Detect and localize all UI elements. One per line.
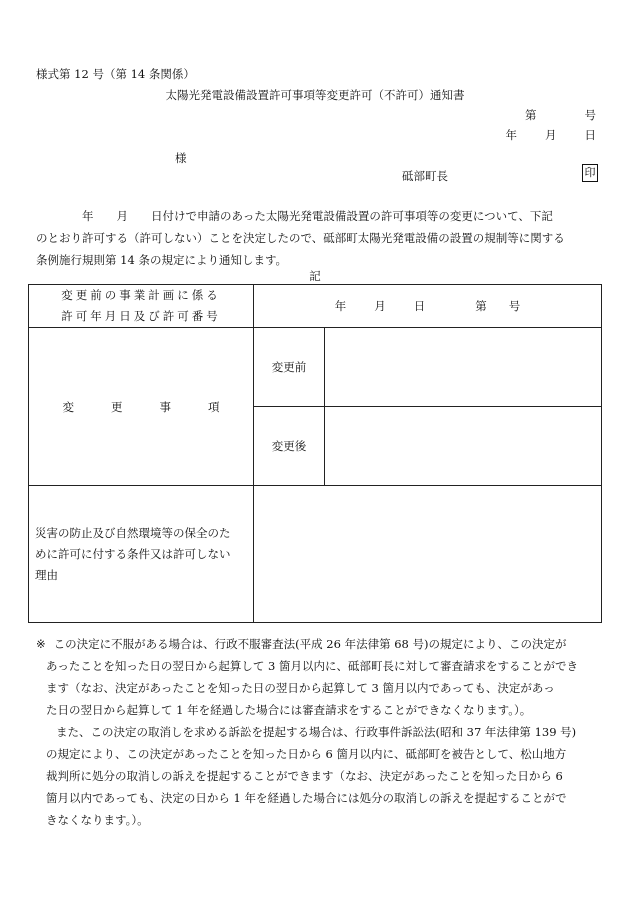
conditions-label-cell: [29, 486, 254, 623]
date-day: 日: [584, 128, 596, 142]
change-items-label-cell: [29, 328, 254, 486]
permit-no-prefix: 第: [475, 299, 487, 313]
note-line: た日の翌日から起算して 1 年を経過した場合には審査請求をすることができなくなります。）。: [46, 703, 532, 717]
seal-box: 印: [582, 164, 598, 182]
details-table: [28, 284, 602, 623]
conditions-label-line: めに許可に付する条件又は許可しない: [35, 546, 231, 561]
note-line: また、この決定の取消しを求める訴訟を提起する場合は、行政事件訴訟法(昭和 37 年法律第 139 号): [56, 725, 577, 739]
change-items-char: 事: [159, 399, 171, 414]
change-items-char: 変: [62, 399, 74, 414]
note-line: きなくなります。）。: [46, 813, 149, 827]
note-mark: ※: [36, 637, 54, 651]
permit-label-line: 変更前の事業計画に係る: [61, 288, 221, 302]
date-year: 年: [505, 128, 517, 142]
before-change-value[interactable]: [325, 328, 602, 407]
appeal-paragraph: [36, 633, 598, 655]
permit-date-number-cell: [254, 285, 602, 328]
before-change-label: 変更前: [254, 328, 325, 407]
document-title: 太陽光発電設備設置許可事項等変更許可（不許可）通知書: [165, 88, 465, 102]
change-items-char: 更: [111, 399, 123, 414]
conditions-value[interactable]: [254, 486, 602, 623]
notice-body: [36, 205, 598, 271]
conditions-label-line: 理由: [35, 567, 58, 582]
permit-year: 年: [334, 299, 347, 313]
note-line: この決定に不服がある場合は、行政不服審査法(平成 26 年法律第 68 号)の規定により、この決定が: [53, 637, 567, 651]
after-change-value[interactable]: [325, 407, 602, 486]
ki-heading: 記: [309, 269, 321, 283]
notice-line: 条例施行規則第 14 条の規定により通知します。: [36, 253, 288, 267]
permit-month: 月: [374, 299, 386, 313]
document-number-line: [525, 107, 596, 123]
permit-label-line: 許可年月日及び許可番号: [61, 309, 221, 323]
note-line: あったことを知った日の翌日から起算して 3 箇月以内に、砥部町長に対して審査請求をすることができ: [46, 659, 579, 673]
addressee: 様: [175, 151, 187, 165]
after-change-label: 変更後: [254, 407, 325, 486]
notice-line: のとおり許可する（許可しない）ことを決定したので、砥部町太陽光発電設備の設置の規制等に関する: [36, 231, 565, 245]
note-line: ます（なお、決定があったことを知った日の翌日から起算して 3 箇月以内であっても、決定があっ: [46, 681, 555, 695]
conditions-label-line: 災害の防止及び自然環境等の保全のた: [35, 525, 231, 540]
issuer-name: 砥部町長: [402, 169, 448, 183]
note-line: 箇月以内であっても、決定の日から 1 年を経過した場合には処分の取消しの訴えを提起することがで: [46, 791, 567, 805]
notice-line: 年 月 日付けで申請のあった太陽光発電設備設置の許可事項等の変更について、下記: [36, 209, 553, 223]
permit-label-cell: [29, 285, 254, 328]
change-items-char: 項: [208, 399, 220, 414]
number-prefix: 第: [525, 108, 537, 122]
number-suffix: 号: [584, 108, 596, 122]
note-line: 裁判所に処分の取消しの訴えを提起することができます（なお、決定があったことを知った日から 6: [46, 769, 563, 783]
form-number: 様式第 12 号（第 14 条関係）: [36, 67, 195, 81]
permit-no-suffix: 号: [508, 299, 521, 313]
date-month: 月: [545, 128, 557, 142]
note-line: の規定により、この決定があったことを知った日から 6 箇月以内に、砥部町を被告として、松山地方: [46, 747, 567, 761]
document-date-line: [506, 127, 597, 143]
permit-day: 日: [413, 299, 426, 313]
appeal-notes: [36, 633, 598, 831]
